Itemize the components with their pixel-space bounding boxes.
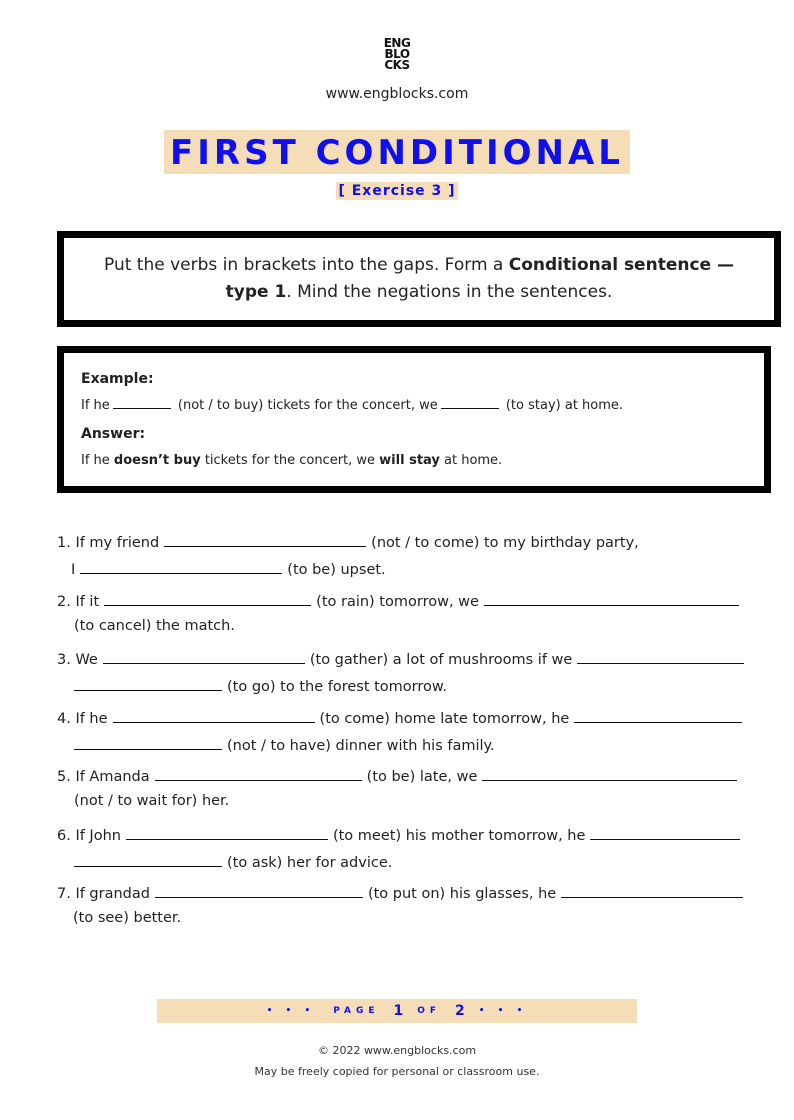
example-gap [441,398,499,409]
question-7-line-1: 7. If grandad (to put on) his glasses, he [57,883,748,902]
exercise-subtitle: [ Exercise 3 ] [338,183,456,199]
answer-gap[interactable] [74,852,222,867]
answer-gap[interactable] [577,649,744,664]
question-5-line-2: (not / to wait for) her. [74,793,230,809]
answer-gap[interactable] [155,766,362,781]
answer-gap[interactable] [113,708,315,723]
answer-gap[interactable] [561,883,743,898]
page-title: FIRST CONDITIONAL [164,130,630,174]
answer-heading: Answer: [81,426,146,442]
question-4-line-2: (not / to have) dinner with his family. [69,735,495,754]
example-sentence: If he (not / to buy) tickets for the concert, we (to stay) at home. [81,398,624,413]
instructions-text: Put the verbs in brackets into the gaps. Form a Conditional sentence — type 1. Mind the negations in the sentences. [104,255,734,302]
example-gap [113,398,171,409]
question-7-line-2: (to see) better. [73,910,182,926]
site-url: www.engblocks.com [325,86,469,102]
answer-gap[interactable] [103,649,305,664]
page-number: 1 [393,1003,404,1019]
answer-gap[interactable] [164,532,366,547]
example-heading: Example: [81,371,154,387]
logo [0,38,794,73]
question-2-line-2: (to cancel) the match. [74,618,235,634]
answer-gap[interactable] [74,735,222,750]
question-4-line-1: 4. If he (to come) home late tomorrow, he [57,708,747,727]
answer-gap[interactable] [155,883,363,898]
answer-gap[interactable] [484,591,739,606]
page-indicator: • • • PAGE 1 OF 2 • • • [157,999,637,1023]
page-total: 2 [455,1003,465,1019]
answer-gap[interactable] [74,676,222,691]
answer-gap[interactable] [80,559,282,574]
copyright-text: © 2022 www.engblocks.com [317,1044,477,1057]
question-1-line-1: 1. If my friend (not / to come) to my birthday party, [57,532,639,551]
answer-gap[interactable] [104,591,311,606]
answer-gap[interactable] [574,708,742,723]
question-3-line-2: (to go) to the forest tomorrow. [69,676,447,695]
answer-sentence: If he doesn’t buy tickets for the concert, we will stay at home. [81,453,503,468]
question-3-line-1: 3. We (to gather) a lot of mushrooms if we [57,649,749,668]
instructions-box [57,231,781,327]
question-6-line-2: (to ask) her for advice. [69,852,392,871]
question-1-line-2: I (to be) upset. [71,559,386,578]
question-2-line-1: 2. If it (to rain) tomorrow, we [57,591,744,610]
license-text: May be freely copied for personal or classroom use. [254,1065,540,1078]
answer-gap[interactable] [126,825,328,840]
question-5-line-1: 5. If Amanda (to be) late, we [57,766,742,785]
answer-gap[interactable] [590,825,740,840]
answer-gap[interactable] [482,766,737,781]
engblocks-logo: ENG BLO CKS [383,36,411,72]
example-box [57,346,771,493]
question-6-line-1: 6. If John (to meet) his mother tomorrow, he [57,825,745,844]
